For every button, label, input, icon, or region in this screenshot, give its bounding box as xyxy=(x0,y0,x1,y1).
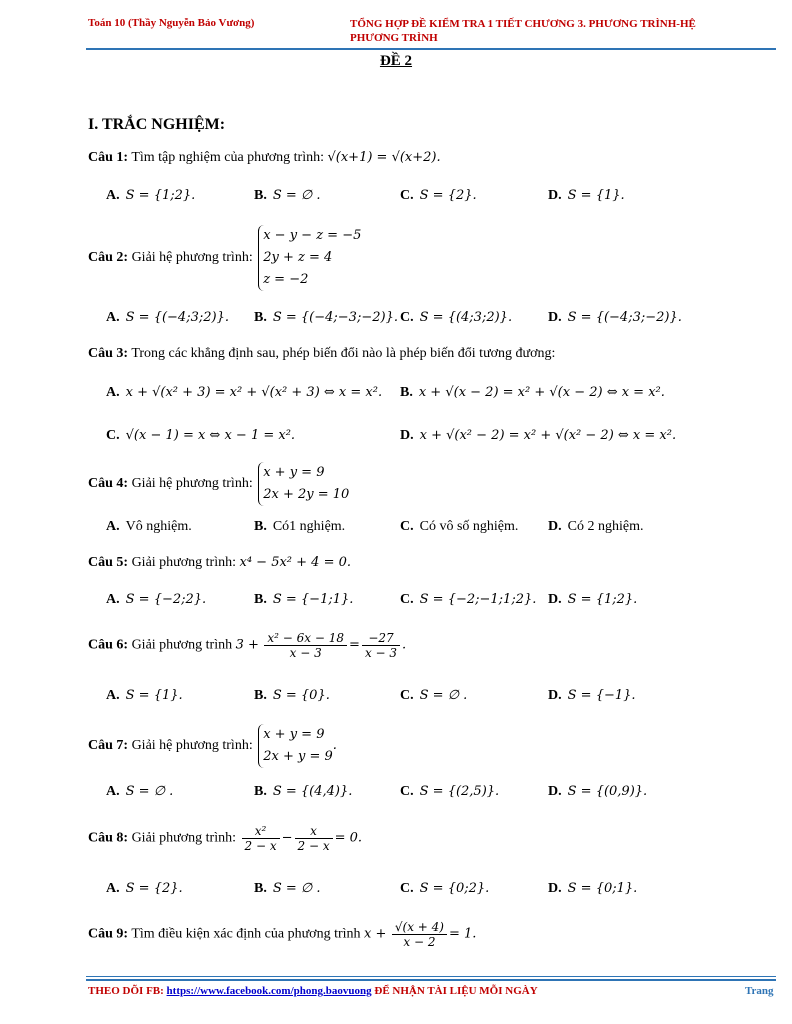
q7-option-a: A. S = ∅ . xyxy=(106,784,174,799)
q3-option-b: B. x + √(x − 2) = x² + √(x − 2) ⇔ x = x². xyxy=(400,385,665,400)
q9-fraction: $\frac{√(x + 4)}{x - 2}$ xyxy=(392,920,447,949)
q6-fraction-1: $\frac{\text{x² − 6x − 18}}{x - 3}$ xyxy=(264,631,347,660)
q6-option-a: A. S = {1}. xyxy=(106,688,183,703)
question-1: Câu 1: Tìm tập nghiệm của phương trình: √(x+1) = √(x+2). xyxy=(88,150,441,165)
exam-title: ĐỀ 2 xyxy=(379,53,413,69)
q8-fraction-1: $\frac{\text{x²}}{2 - x}$ xyxy=(242,824,280,853)
q6-fraction-2: $\frac{-27}{x - 3}$ xyxy=(362,631,400,660)
footer-rule-thick xyxy=(86,979,776,981)
q2-option-a: A. S = {(−4;3;2)}. xyxy=(106,310,229,325)
question-4: Câu 4: Giải hệ phương trình: x + y = 9 2x + 2y = 10 xyxy=(88,462,349,506)
q5-option-d: D. S = {1;2}. xyxy=(548,592,638,607)
q8-option-d: D. S = {0;1}. xyxy=(548,881,638,896)
question-8: Câu 8: Giải phương trình: $\frac{\text{x²}}{2 - x}$ − $\frac{x}{2 - x}$ = 0. xyxy=(88,824,363,853)
page-label: Trang xyxy=(745,985,774,997)
q3-option-c: C. √(x − 1) = x ⇔ x − 1 = x². xyxy=(106,428,296,443)
q3-option-d: D. x + √(x² − 2) = x² + √(x² − 2) ⇔ x = x². xyxy=(400,428,677,443)
q8-option-b: B. S = ∅ . xyxy=(254,881,321,896)
question-5: Câu 5: Giải phương trình: x⁴ − 5x² + 4 = 0. xyxy=(88,555,352,570)
q7-option-c: C. S = {(2,5)}. xyxy=(400,784,500,799)
q4-option-d: D. Có 2 nghiệm. xyxy=(548,519,644,534)
q7-system: x + y = 9 2x + y = 9 xyxy=(258,724,333,768)
q6-option-c: C. S = ∅ . xyxy=(400,688,468,703)
q4-option-b: B. Có1 nghiệm. xyxy=(254,519,346,534)
q8-option-c: C. S = {0;2}. xyxy=(400,881,490,896)
facebook-link[interactable]: https://www.facebook.com/phong.baovuong xyxy=(166,985,372,997)
footer: THEO DÕI FB: https://www.facebook.com/phong.baovuong ĐỂ NHẬN TÀI LIỆU MỖI NGÀY xyxy=(88,985,538,997)
q5-option-b: B. S = {−1;1}. xyxy=(254,592,354,607)
question-3: Câu 3: Trong các khẳng định sau, phép biến đổi nào là phép biến đổi tương đương: xyxy=(88,346,556,361)
q2-option-d: D. S = {(−4;3;−2)}. xyxy=(548,310,682,325)
q5-option-c: C. S = {−2;−1;1;2}. xyxy=(400,592,537,607)
header-left: Toán 10 (Thầy Nguyễn Bảo Vương) xyxy=(88,17,255,29)
question-9: Câu 9: Tìm điều kiện xác định của phương trình x + $\frac{√(x + 4)}{x - 2}$ = 1. xyxy=(88,920,477,949)
q2-system: x − y − z = −5 2y + z = 4 z = −2 xyxy=(258,225,361,291)
q3-option-a: A. x + √(x² + 3) = x² + √(x² + 3) ⇔ x = x². xyxy=(106,385,383,400)
footer-rule-thin xyxy=(86,976,776,977)
q4-system: x + y = 9 2x + 2y = 10 xyxy=(258,462,349,506)
q8-fraction-2: $\frac{x}{2 - x}$ xyxy=(295,824,333,853)
header-rule xyxy=(86,48,776,50)
question-2: Câu 2: Giải hệ phương trình: x − y − z = −5 2y + z = 4 z = −2 xyxy=(88,225,361,291)
section-title: I. TRẮC NGHIỆM: xyxy=(88,116,226,133)
q7-option-b: B. S = {(4,4)}. xyxy=(254,784,353,799)
q2-option-c: C. S = {(4;3;2)}. xyxy=(400,310,513,325)
q1-option-b: B. S = ∅ . xyxy=(254,188,321,203)
q7-option-d: D. S = {(0,9)}. xyxy=(548,784,648,799)
q1-option-d: D. S = {1}. xyxy=(548,188,625,203)
question-7: Câu 7: Giải hệ phương trình: x + y = 9 2x + y = 9 . xyxy=(88,724,337,768)
q4-option-a: A. Vô nghiệm. xyxy=(106,519,192,534)
q1-option-c: C. S = {2}. xyxy=(400,188,477,203)
q2-option-b: B. S = {(−4;−3;−2)}. xyxy=(254,310,398,325)
q1-option-a: A. S = {1;2}. xyxy=(106,188,196,203)
q4-option-c: C. Có vô số nghiệm. xyxy=(400,519,519,534)
q8-option-a: A. S = {2}. xyxy=(106,881,183,896)
q6-option-b: B. S = {0}. xyxy=(254,688,330,703)
q6-option-d: D. S = {−1}. xyxy=(548,688,636,703)
q5-option-a: A. S = {−2;2}. xyxy=(106,592,207,607)
header-right: TỔNG HỢP ĐỀ KIỂM TRA 1 TIẾT CHƯƠNG 3. PHƯƠNG TRÌNH-HỆ PHƯƠNG TRÌNH xyxy=(350,18,696,44)
question-6: Câu 6: Giải phương trình 3 + $\frac{\text{x² − 6x − 18}}{x - 3}$ = $\frac{-27}{x - 3}$ . xyxy=(88,631,407,660)
